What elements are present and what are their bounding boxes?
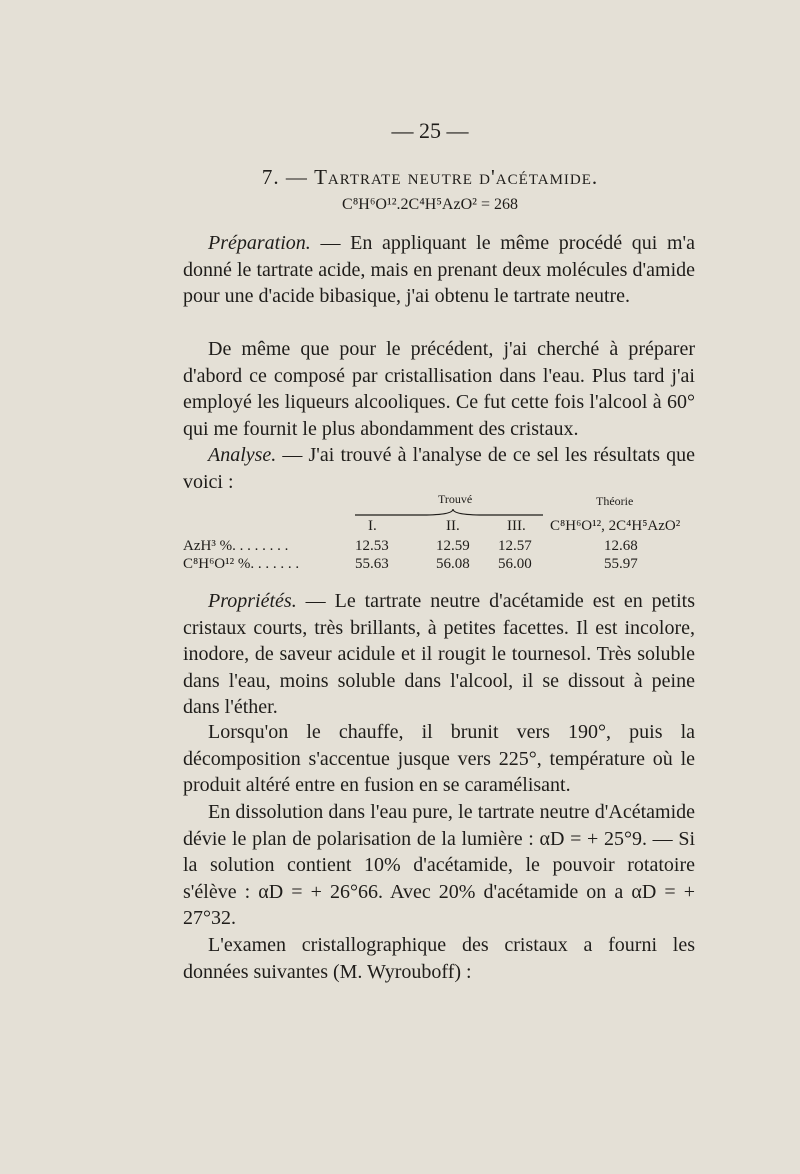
paragraph-5	[183, 719, 695, 799]
analyse-text: — J'ai trouvé à l'analyse de ce sel les résultats que voici :	[183, 444, 696, 493]
cell-2-1: 55.63	[355, 556, 389, 572]
cell-1-3: 12.57	[498, 538, 532, 554]
col-header-3: III.	[507, 518, 526, 534]
paragraph-7-text: L'examen cristallographique des cristaux a fourni les données suivantes (M. Wyrouboff) :	[183, 934, 695, 983]
group-found-header: Trouvé	[438, 492, 473, 506]
row-label-1: AzH³ %. . . . . . . .	[183, 538, 289, 554]
group-theory-header: Théorie	[596, 494, 634, 508]
section-title-text: Tartrate neutre d'acétamide.	[314, 165, 599, 189]
col-header-1: I.	[368, 518, 377, 534]
preparation-text: — En appliquant le même procédé qui m'a donné le tartrate acide, mais en prenant deux molécules d'amide pour une d'acide bibasique, j'ai obtenu le tartrate neutre.	[183, 232, 696, 307]
cell-1-4: 12.68	[604, 538, 638, 554]
proprietes-label: Propriétés.	[208, 590, 297, 612]
paragraph-analyse	[183, 442, 695, 495]
cell-2-2: 56.08	[436, 556, 470, 572]
paragraph-6	[183, 799, 695, 932]
paragraph-2	[183, 336, 695, 442]
cell-1-1: 12.53	[355, 538, 389, 554]
analyse-label: Analyse.	[208, 444, 277, 466]
page-number: — 25 —	[391, 118, 469, 143]
formula: C⁸H⁶O¹².2C⁴H⁵AzO² = 268	[342, 196, 518, 213]
col-header-4: C⁸H⁶O¹², 2C⁴H⁵AzO²	[550, 518, 681, 534]
cell-2-3: 56.00	[498, 556, 532, 572]
paragraph-6-text: En dissolution dans l'eau pure, le tartrate neutre d'Acétamide dévie le plan de polarisation de la lumière : αD = + 25°9. — Si la solution contient 10% d'acétamide, le pouvoir rotatoire s'élève : αD = + 26°66. Avec 20% d'acétamide on a αD = + 27°32.	[183, 801, 695, 929]
cell-1-2: 12.59	[436, 538, 470, 554]
paragraph-preparation	[183, 230, 695, 310]
analysis-table	[183, 492, 708, 585]
paragraph-proprietes	[183, 588, 695, 721]
paragraph-5-text: Lorsqu'on le chauffe, il brunit vers 190°, puis la décomposition s'accentue jusque vers 225°, température où le produit altéré entre en fusion en se caramélisant.	[183, 721, 695, 796]
preparation-label: Préparation.	[208, 232, 311, 254]
paragraph-7	[183, 932, 695, 985]
paragraph-2-text: De même que pour le précédent, j'ai cherché à préparer d'abord ce composé par cristallisation dans l'eau. Plus tard j'ai employé les liqueurs alcooliques. Ce fut cette fois l'alcool à 60° qui me fournit le plus abondamment des cristaux.	[183, 338, 695, 440]
section-number: 7. —	[261, 165, 308, 189]
proprietes-text: — Le tartrate neutre d'acétamide est en petits cristaux courts, très brillants, à petites facettes. Il est incolore, inodore, de saveur acidule et il rougit le tournesol. Très soluble dans l'eau, moins soluble dans l'alcool, il se dissout à peine dans l'éther.	[183, 590, 695, 718]
section-title	[0, 165, 800, 190]
row-label-2: C⁸H⁶O¹² %. . . . . . .	[183, 556, 300, 572]
col-header-2: II.	[446, 518, 460, 534]
cell-2-4: 55.97	[604, 556, 638, 572]
